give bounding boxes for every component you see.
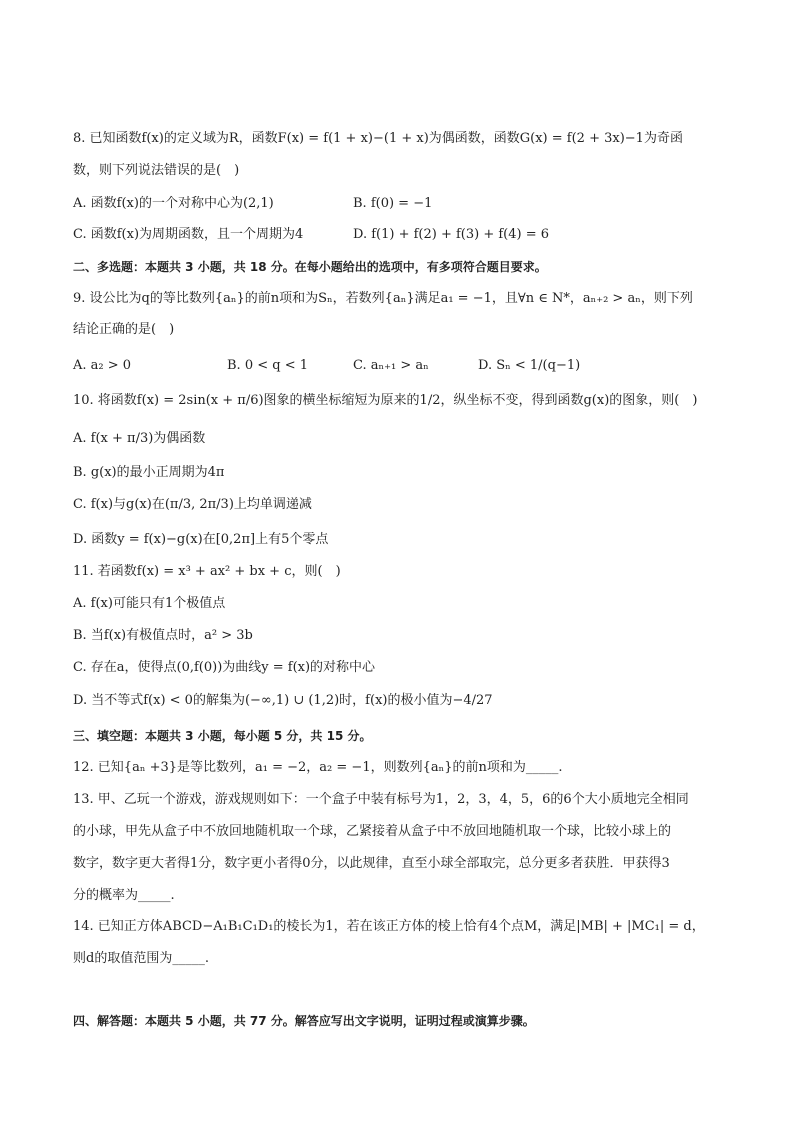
- q14-stem-line2: 则d的取值范围为_____.: [73, 951, 209, 966]
- q9-option-c: C. aₙ₊₁ > aₙ: [353, 358, 429, 373]
- section-fill-in-heading: 三、填空题：本题共 3 小题，每小题 5 分，共 15 分。: [73, 729, 372, 743]
- q11-option-d: D. 当不等式f(x) < 0的解集为(−∞,1) ∪ (1,2)时，f(x)的极小值为−4/27: [73, 693, 493, 708]
- q8-stem-line1: 8. 已知函数f(x)的定义域为R，函数F(x) = f(1 + x)−(1 + x)为偶函数，函数G(x) = f(2 + 3x)−1为奇函: [73, 131, 683, 146]
- q10-option-b: B. g(x)的最小正周期为4π: [73, 465, 225, 480]
- q9-option-b: B. 0 < q < 1: [227, 358, 308, 373]
- q13-stem-line2: 的小球，甲先从盒子中不放回地随机取一个球，乙紧接着从盒子中不放回地随机取一个球，比较小球上的: [73, 824, 672, 839]
- q11-option-c: C. 存在a，使得点(0,f(0))为曲线y = f(x)的对称中心: [73, 660, 376, 675]
- q9-stem-line2: 结论正确的是( ): [73, 322, 175, 337]
- section-multiple-choice-heading: 二、多选题：本题共 3 小题，共 18 分。在每小题给出的选项中，有多项符合题目要求。: [73, 260, 547, 274]
- q10-stem: 10. 将函数f(x) = 2sin(x + π/6)图象的横坐标缩短为原来的1/2，纵坐标不变，得到函数g(x)的图象，则( ): [73, 393, 698, 408]
- q13-stem-line1: 13. 甲、乙玩一个游戏，游戏规则如下：一个盒子中装有标号为1，2，3，4，5，6的6个大小质地完全相同: [73, 792, 689, 807]
- q9-stem-line1: 9. 设公比为q的等比数列{aₙ}的前n项和为Sₙ，若数列{aₙ}满足a₁ = −1，且∀n ∈ N*，aₙ₊₂ > aₙ，则下列: [73, 291, 693, 306]
- q11-option-b: B. 当f(x)有极值点时，a² > 3b: [73, 628, 253, 643]
- q10-option-a: A. f(x + π/3)为偶函数: [73, 431, 206, 446]
- q8-option-b: B. f(0) = −1: [353, 196, 433, 211]
- q12-stem: 12. 已知{aₙ +3}是等比数列，a₁ = −2，a₂ = −1，则数列{aₙ}的前n项和为_____.: [73, 760, 563, 775]
- q11-option-a: A. f(x)可能只有1个极值点: [73, 596, 226, 611]
- q13-stem-line4: 分的概率为_____.: [73, 888, 175, 903]
- q10-option-d: D. 函数y = f(x)−g(x)在[0,2π]上有5个零点: [73, 532, 329, 547]
- q8-option-d: D. f(1) + f(2) + f(3) + f(4) = 6: [353, 227, 550, 242]
- section-answer-heading: 四、解答题：本题共 5 小题，共 77 分。解答应写出文字说明，证明过程或演算步骤。: [73, 1014, 535, 1028]
- q13-stem-line3: 数字，数字更大者得1分，数字更小者得0分，以此规律，直至小球全部取完，总分更多者获胜．甲获得3: [73, 856, 670, 871]
- q8-option-a: A. 函数f(x)的一个对称中心为(2,1): [73, 196, 274, 211]
- q11-stem: 11. 若函数f(x) = x³ + ax² + bx + c，则( ): [73, 564, 341, 579]
- q14-stem-line1: 14. 已知正方体ABCD−A₁B₁C₁D₁的棱长为1，若在该正方体的棱上恰有4个点M，满足|MB| + |MC₁| = d，: [73, 919, 705, 934]
- q9-option-d: D. Sₙ < 1/(q−1): [478, 358, 581, 373]
- q10-option-c: C. f(x)与g(x)在(π/3, 2π/3)上均单调递减: [73, 497, 312, 512]
- q9-option-a: A. a₂ > 0: [73, 358, 132, 373]
- q8-stem-line2: 数，则下列说法错误的是( ): [73, 163, 240, 178]
- q8-option-c: C. 函数f(x)为周期函数，且一个周期为4: [73, 227, 304, 242]
